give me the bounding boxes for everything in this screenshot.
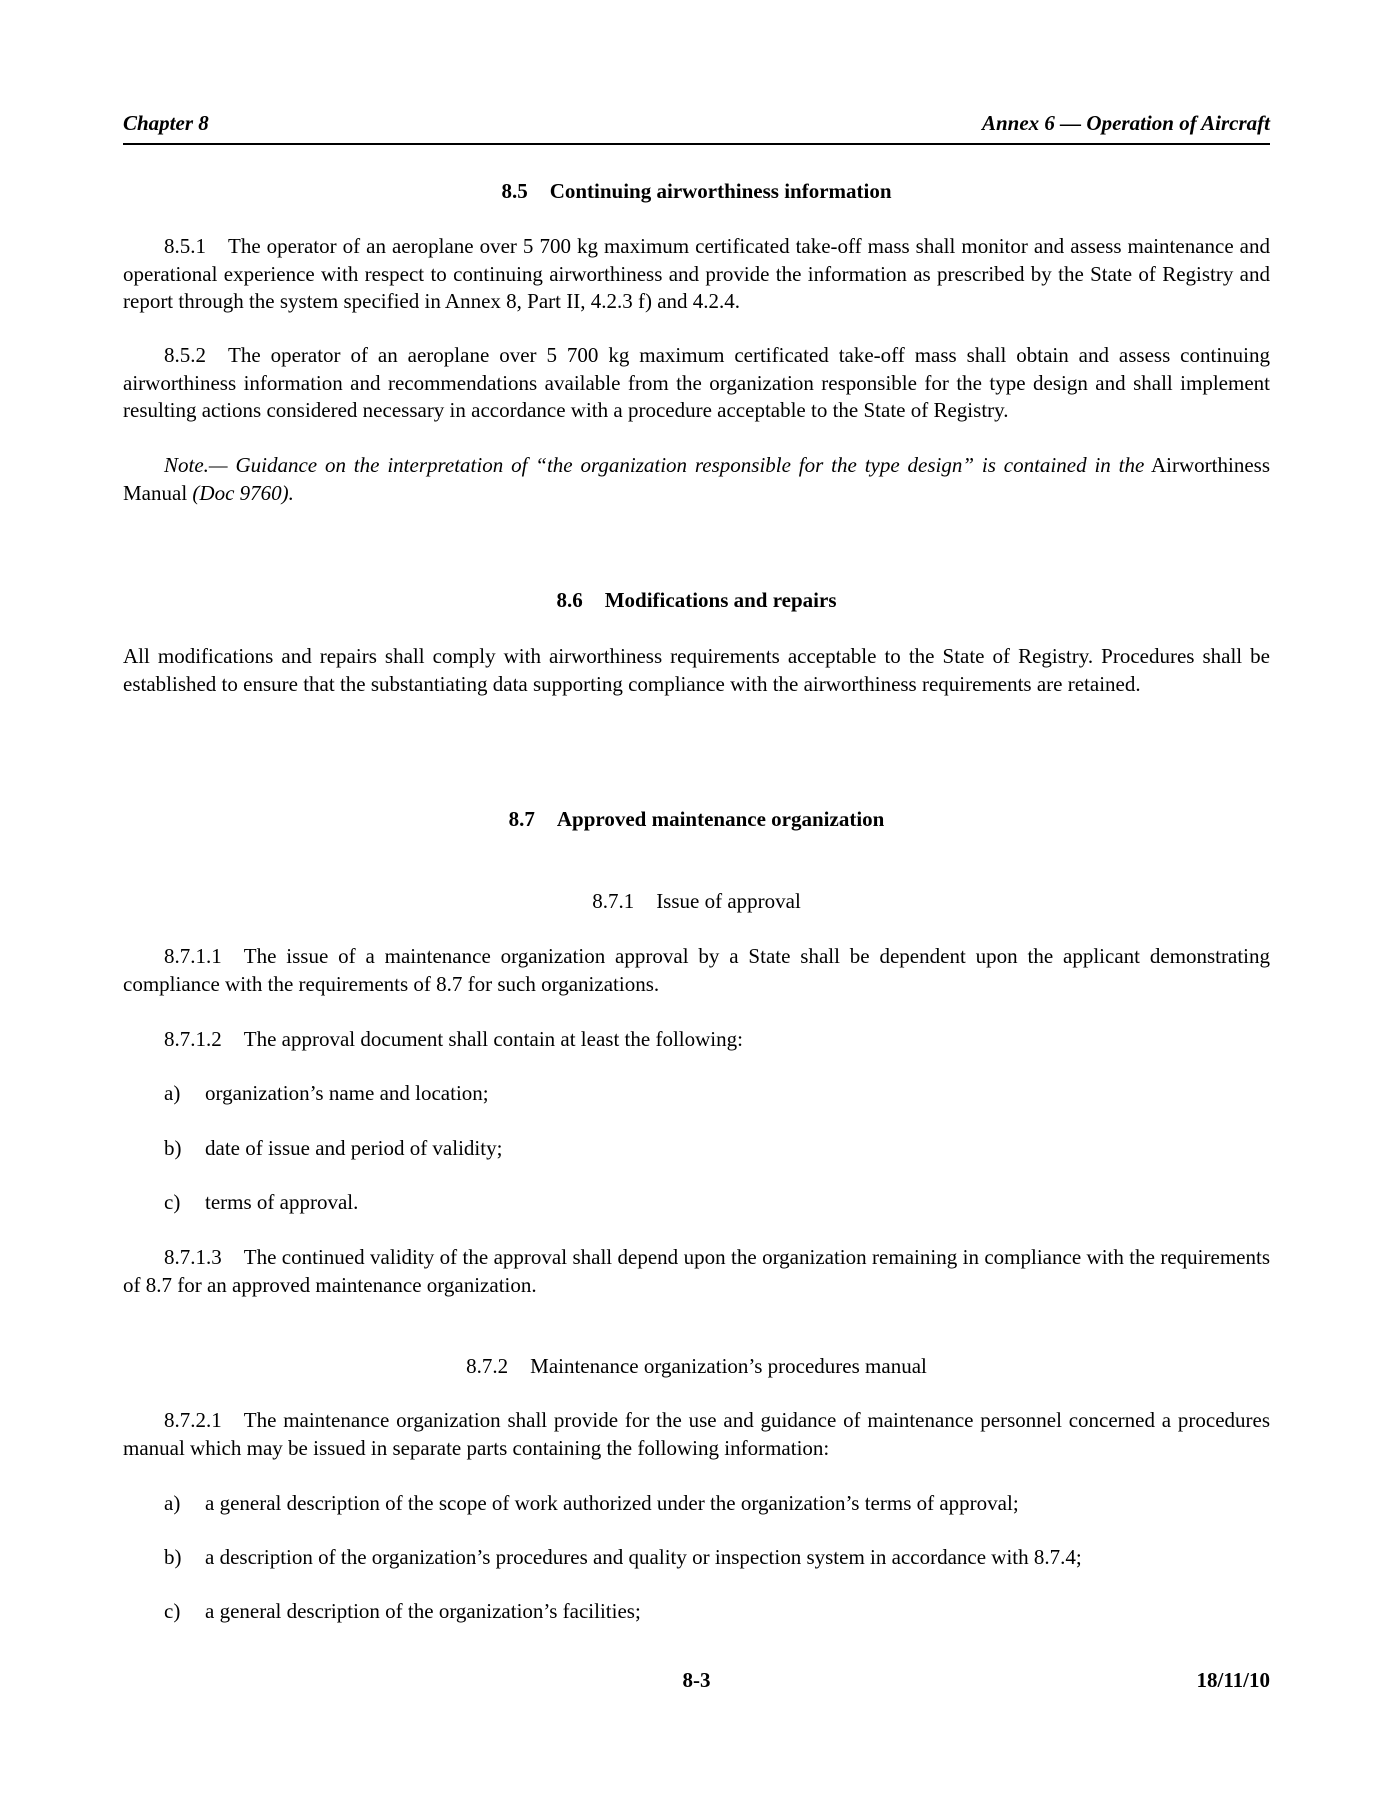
paragraph-8-7-2-1: 8.7.2.1 The maintenance organization shall provide for the use and guidance of maintenance personnel concerned a procedures manual which may be issued in separate parts containing the following information: bbox=[123, 1408, 1270, 1460]
chapter-label: Chapter 8 bbox=[123, 111, 209, 135]
paragraph-8-7-1-2: 8.7.1.2 The approval document shall contain at least the following: bbox=[164, 1027, 743, 1051]
paragraph-8-6: All modifications and repairs shall comply with airworthiness requirements acceptable to the State of Registry. Procedures shall be established to ensure that the substantiating data supporting compliance with the airworthiness requirements are retained. bbox=[123, 644, 1270, 696]
heading-8-7-2: 8.7.2 Maintenance organization’s procedures manual bbox=[466, 1354, 927, 1378]
document-title: Annex 6 — Operation of Aircraft bbox=[982, 111, 1270, 135]
heading-8-6: 8.6 Modifications and repairs bbox=[556, 588, 837, 612]
paragraph-8-5-1: 8.5.1 The operator of an aeroplane over 5 700 kg maximum certificated take-off mass shall monitor and assess maintenance and operational experience with respect to continuing airworthiness and provide the information as prescribed by the State of Registry and report through the system specified in Annex 8, Part II, 4.2.3 f) and 4.2.4. bbox=[123, 234, 1270, 314]
list-item: c) a general description of the organization’s facilities; bbox=[164, 1599, 641, 1623]
heading-8-7: 8.7 Approved maintenance organization bbox=[508, 807, 885, 831]
heading-8-5: 8.5 Continuing airworthiness information bbox=[501, 179, 892, 203]
note: Note.— Guidance on the interpretation of “the organization responsible for the type design” is contained in the Airworthiness Manual (Doc 9760). bbox=[123, 453, 1271, 505]
page-number: 8-3 bbox=[682, 1668, 711, 1692]
header-rule bbox=[123, 143, 1270, 145]
list-item: b) date of issue and period of validity; bbox=[164, 1136, 503, 1160]
list-item: b) a description of the organization’s procedures and quality or inspection system in accordance with 8.7.4; bbox=[164, 1545, 1082, 1569]
list-item: a) organization’s name and location; bbox=[164, 1081, 489, 1105]
paragraph-8-5-2: 8.5.2 The operator of an aeroplane over 5 700 kg maximum certificated take-off mass shall obtain and assess continuing airworthiness information and recommendations available from the organization responsible for the type design and shall implement resulting actions considered necessary in accordance with a procedure acceptable to the State of Registry. bbox=[123, 343, 1270, 423]
running-header bbox=[123, 110, 1270, 137]
heading-8-7-1: 8.7.1 Issue of approval bbox=[592, 889, 801, 913]
paragraph-8-7-1-1: 8.7.1.1 The issue of a maintenance organization approval by a State shall be dependent upon the applicant demonstrating compliance with the requirements of 8.7 for such organizations. bbox=[123, 944, 1270, 996]
revision-date: 18/11/10 bbox=[1196, 1668, 1270, 1692]
paragraph-8-7-1-3: 8.7.1.3 The continued validity of the approval shall depend upon the organization remaining in compliance with the requirements of 8.7 for an approved maintenance organization. bbox=[123, 1245, 1270, 1297]
list-item: a) a general description of the scope of work authorized under the organization’s terms of approval; bbox=[164, 1491, 1019, 1515]
list-item: c) terms of approval. bbox=[164, 1190, 359, 1214]
